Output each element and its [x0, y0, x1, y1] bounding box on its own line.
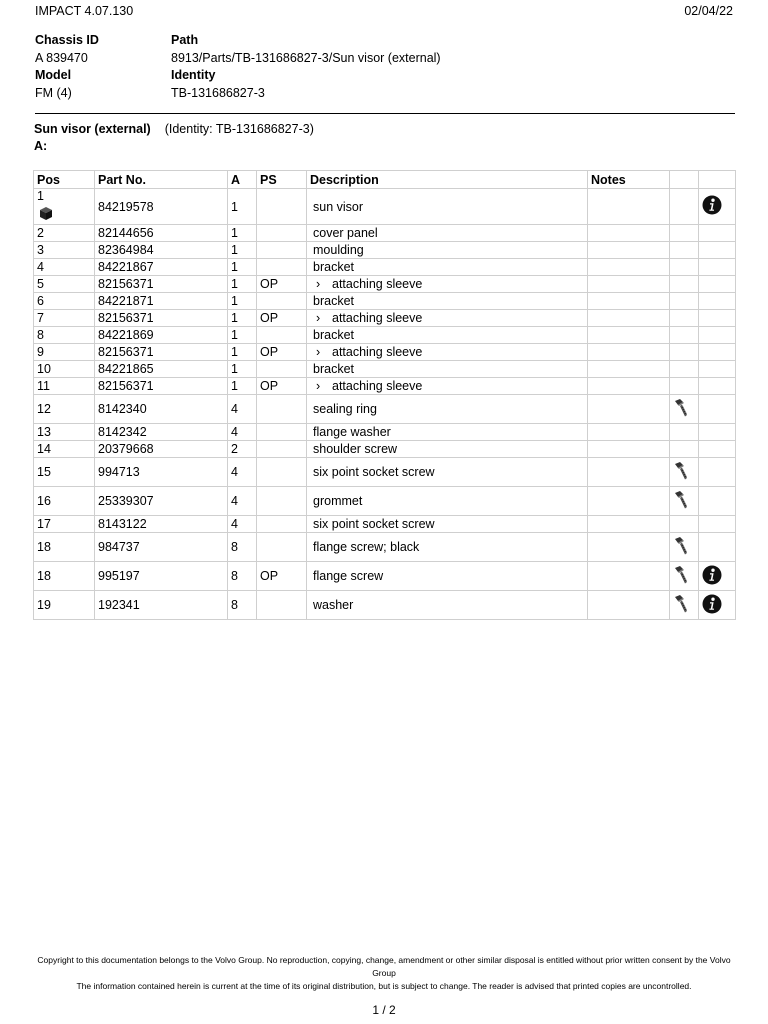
info-cell — [699, 441, 736, 458]
description-cell — [307, 361, 588, 378]
info-cell — [699, 242, 736, 259]
info-cell — [699, 516, 736, 533]
pos-value: 15 — [37, 465, 51, 479]
description-cell — [307, 327, 588, 344]
part-number-cell[interactable]: 82156371 — [95, 310, 228, 327]
table-row — [34, 591, 736, 620]
ps-cell — [257, 327, 307, 344]
ps-cell — [257, 361, 307, 378]
col-pos: Pos — [34, 171, 95, 189]
chassis-value: A 839470 — [35, 50, 88, 65]
info-cell — [699, 487, 736, 516]
pos-value: 1 — [37, 189, 44, 203]
sub-item-arrow-icon: › — [316, 345, 321, 359]
info-cell — [699, 189, 736, 225]
info-icon[interactable] — [702, 565, 722, 588]
identity-value: TB-131686827-3 — [171, 85, 265, 100]
pos-cell — [34, 591, 95, 620]
quantity-cell: 8 — [228, 533, 257, 562]
part-number-cell[interactable]: 8142342 — [95, 424, 228, 441]
quantity-cell: 1 — [228, 189, 257, 225]
pos-cell — [34, 378, 95, 395]
screw-icon[interactable] — [673, 490, 689, 513]
part-number-cell[interactable]: 994713 — [95, 458, 228, 487]
info-cell — [699, 225, 736, 242]
description-text: attaching sleeve — [332, 345, 423, 359]
image-cell — [670, 458, 699, 487]
ps-cell — [257, 487, 307, 516]
description-cell — [307, 533, 588, 562]
notes-cell — [588, 441, 670, 458]
description-text: attaching sleeve — [332, 277, 423, 291]
info-cell — [699, 458, 736, 487]
ps-cell — [257, 591, 307, 620]
screw-icon[interactable] — [673, 594, 689, 617]
description-cell — [307, 562, 588, 591]
notes-cell — [588, 591, 670, 620]
notes-cell — [588, 344, 670, 361]
path-label: Path — [171, 33, 199, 47]
quantity-cell: 1 — [228, 293, 257, 310]
description-text: attaching sleeve — [332, 311, 423, 325]
quantity-cell: 1 — [228, 327, 257, 344]
quantity-cell: 4 — [228, 458, 257, 487]
pos-cell — [34, 361, 95, 378]
disclaimer-text: The information contained herein is current at the time of its original distribution, but is subject to change. The reader is advised that printed copies are uncontrolled. — [76, 981, 692, 991]
pos-value: 9 — [37, 345, 44, 359]
table-row — [34, 189, 736, 225]
image-cell — [670, 424, 699, 441]
description-cell — [307, 293, 588, 310]
part-number-cell[interactable]: 84221865 — [95, 361, 228, 378]
pos-cell — [34, 225, 95, 242]
table-row — [34, 395, 736, 424]
vehicle-meta — [35, 32, 735, 102]
description-cell — [307, 591, 588, 620]
description-cell — [307, 424, 588, 441]
col-part-no: Part No. — [95, 171, 228, 189]
part-number-cell[interactable]: 82156371 — [95, 276, 228, 293]
pos-cell — [34, 259, 95, 276]
identity-label: Identity — [171, 68, 216, 82]
description-text: flange screw; black — [313, 540, 420, 554]
info-icon[interactable] — [702, 594, 722, 617]
pos-value: 8 — [37, 328, 44, 342]
pos-value: 11 — [37, 379, 50, 393]
description-cell — [307, 378, 588, 395]
info-cell — [699, 395, 736, 424]
image-cell — [670, 487, 699, 516]
sub-item-arrow-icon: › — [316, 277, 321, 291]
col-a: A — [228, 171, 257, 189]
notes-cell — [588, 395, 670, 424]
description-cell — [307, 276, 588, 293]
print-date: 02/04/22 — [684, 4, 733, 18]
ps-cell — [257, 225, 307, 242]
part-number-cell[interactable]: 84219578 — [95, 189, 228, 225]
pos-cell — [34, 562, 95, 591]
ps-cell: OP — [257, 378, 307, 395]
image-cell — [670, 361, 699, 378]
quantity-cell: 1 — [228, 225, 257, 242]
model-value: FM (4) — [35, 85, 72, 100]
part-number-cell[interactable]: 82144656 — [95, 225, 228, 242]
page-number: 1 / 2 — [372, 1003, 396, 1017]
col-notes: Notes — [588, 171, 670, 189]
table-row — [34, 344, 736, 361]
notes-cell — [588, 310, 670, 327]
copyright-text: Copyright to this documentation belongs to the Volvo Group. No reproduction, copying, change, amendment or other similar disposal is entitled without prior written consent by the Volvo Group — [37, 955, 731, 978]
section-title: Sun visor (external) — [34, 122, 151, 136]
part-number-cell[interactable]: 82156371 — [95, 378, 228, 395]
description-text: sealing ring — [313, 402, 377, 416]
table-row — [34, 458, 736, 487]
info-cell — [699, 276, 736, 293]
image-cell — [670, 189, 699, 225]
pos-cell — [34, 344, 95, 361]
section-subtitle: A: — [34, 139, 48, 153]
image-cell — [670, 441, 699, 458]
description-text: bracket — [313, 362, 354, 376]
image-cell — [670, 344, 699, 361]
pos-value: 7 — [37, 311, 44, 325]
pos-value: 14 — [37, 442, 51, 456]
image-cell — [670, 310, 699, 327]
table-row — [34, 242, 736, 259]
pos-value: 6 — [37, 294, 44, 308]
part-number-cell[interactable]: 192341 — [95, 591, 228, 620]
table-row — [34, 424, 736, 441]
info-cell — [699, 344, 736, 361]
info-cell — [699, 533, 736, 562]
description-cell — [307, 189, 588, 225]
pos-cell — [34, 310, 95, 327]
app-version: IMPACT 4.07.130 — [35, 4, 134, 18]
info-cell — [699, 361, 736, 378]
description-text: bracket — [313, 260, 354, 274]
description-text: grommet — [313, 494, 363, 508]
model-label: Model — [35, 68, 72, 82]
table-row — [34, 310, 736, 327]
part-number-cell[interactable]: 984737 — [95, 533, 228, 562]
notes-cell — [588, 487, 670, 516]
description-text: flange screw — [313, 569, 384, 583]
description-text: bracket — [313, 294, 354, 308]
pos-value: 18 — [37, 569, 51, 583]
description-text: washer — [313, 598, 354, 612]
image-cell — [670, 395, 699, 424]
ps-cell — [257, 458, 307, 487]
notes-cell — [588, 276, 670, 293]
info-cell — [699, 327, 736, 344]
quantity-cell: 1 — [228, 378, 257, 395]
quantity-cell: 2 — [228, 441, 257, 458]
pos-value: 19 — [37, 598, 51, 612]
table-row — [34, 378, 736, 395]
table-row — [34, 516, 736, 533]
quantity-cell: 1 — [228, 242, 257, 259]
pos-cell — [34, 424, 95, 441]
pos-cell — [34, 242, 95, 259]
info-cell — [699, 293, 736, 310]
divider — [35, 113, 735, 114]
pos-cell — [34, 487, 95, 516]
notes-cell — [588, 327, 670, 344]
pos-value: 13 — [37, 425, 51, 439]
quantity-cell: 1 — [228, 344, 257, 361]
pos-value: 4 — [37, 260, 44, 274]
table-row — [34, 259, 736, 276]
table-row — [34, 487, 736, 516]
quantity-cell: 1 — [228, 310, 257, 327]
quantity-cell: 1 — [228, 259, 257, 276]
table-row — [34, 361, 736, 378]
description-text: attaching sleeve — [332, 379, 423, 393]
ps-cell: OP — [257, 310, 307, 327]
pos-cell — [34, 276, 95, 293]
pos-cell — [34, 441, 95, 458]
notes-cell — [588, 293, 670, 310]
image-cell — [670, 276, 699, 293]
info-cell — [699, 591, 736, 620]
image-cell — [670, 533, 699, 562]
notes-cell — [588, 533, 670, 562]
description-cell — [307, 441, 588, 458]
quantity-cell: 8 — [228, 562, 257, 591]
notes-cell — [588, 516, 670, 533]
part-number-cell[interactable]: 8143122 — [95, 516, 228, 533]
footer — [30, 954, 738, 993]
col-image — [670, 171, 699, 189]
path-value: 8913/Parts/TB-131686827-3/Sun visor (external) — [171, 50, 441, 65]
table-header-row — [34, 171, 736, 189]
part-number-cell[interactable]: 8142340 — [95, 395, 228, 424]
description-text: six point socket screw — [313, 517, 435, 531]
table-row — [34, 276, 736, 293]
section-header — [34, 121, 314, 155]
pos-value: 5 — [37, 277, 44, 291]
image-cell — [670, 327, 699, 344]
description-text: cover panel — [313, 226, 378, 240]
part-number-cell[interactable]: 25339307 — [95, 487, 228, 516]
info-cell — [699, 259, 736, 276]
image-cell — [670, 562, 699, 591]
image-cell — [670, 293, 699, 310]
part-number-cell[interactable]: 84221867 — [95, 259, 228, 276]
ps-cell: OP — [257, 562, 307, 591]
ps-cell: OP — [257, 344, 307, 361]
ps-cell: OP — [257, 276, 307, 293]
ps-cell — [257, 242, 307, 259]
screw-icon[interactable] — [673, 398, 689, 421]
part-icon — [37, 205, 91, 224]
notes-cell — [588, 378, 670, 395]
image-cell — [670, 378, 699, 395]
quantity-cell: 4 — [228, 395, 257, 424]
ps-cell — [257, 259, 307, 276]
part-number-cell[interactable]: 84221869 — [95, 327, 228, 344]
notes-cell — [588, 242, 670, 259]
chassis-label: Chassis ID — [35, 33, 99, 47]
pos-cell — [34, 327, 95, 344]
info-cell — [699, 378, 736, 395]
description-text: shoulder screw — [313, 442, 398, 456]
part-number-cell[interactable]: 20379668 — [95, 441, 228, 458]
part-number-cell[interactable]: 995197 — [95, 562, 228, 591]
part-number-cell[interactable]: 82156371 — [95, 344, 228, 361]
quantity-cell: 4 — [228, 424, 257, 441]
description-cell — [307, 310, 588, 327]
table-row — [34, 533, 736, 562]
ps-cell — [257, 189, 307, 225]
info-cell — [699, 310, 736, 327]
pos-cell — [34, 533, 95, 562]
image-cell — [670, 516, 699, 533]
image-cell — [670, 225, 699, 242]
image-cell — [670, 259, 699, 276]
notes-cell — [588, 189, 670, 225]
table-row — [34, 225, 736, 242]
col-description: Description — [307, 171, 588, 189]
screw-icon[interactable] — [673, 461, 689, 484]
table-row — [34, 327, 736, 344]
quantity-cell: 4 — [228, 516, 257, 533]
screw-icon[interactable] — [673, 565, 689, 588]
quantity-cell: 8 — [228, 591, 257, 620]
description-text: six point socket screw — [313, 465, 435, 479]
pos-value: 12 — [37, 402, 51, 416]
pos-cell — [34, 395, 95, 424]
col-info — [699, 171, 736, 189]
ps-cell — [257, 395, 307, 424]
description-cell — [307, 259, 588, 276]
description-text: bracket — [313, 328, 354, 342]
part-number-cell[interactable]: 84221871 — [95, 293, 228, 310]
ps-cell — [257, 424, 307, 441]
pos-cell — [34, 458, 95, 487]
description-cell — [307, 344, 588, 361]
pos-value: 10 — [37, 362, 51, 376]
description-cell — [307, 395, 588, 424]
table-row — [34, 293, 736, 310]
table-row — [34, 562, 736, 591]
info-cell — [699, 562, 736, 591]
ps-cell — [257, 516, 307, 533]
description-cell — [307, 225, 588, 242]
pos-value: 3 — [37, 243, 44, 257]
info-cell — [699, 424, 736, 441]
pos-cell — [34, 293, 95, 310]
notes-cell — [588, 458, 670, 487]
notes-cell — [588, 361, 670, 378]
pos-value: 16 — [37, 494, 51, 508]
ps-cell — [257, 533, 307, 562]
notes-cell — [588, 225, 670, 242]
part-number-cell[interactable]: 82364984 — [95, 242, 228, 259]
description-cell — [307, 516, 588, 533]
image-cell — [670, 591, 699, 620]
pos-cell — [34, 189, 95, 225]
notes-cell — [588, 259, 670, 276]
description-text: moulding — [313, 243, 364, 257]
pos-value: 17 — [37, 517, 51, 531]
screw-icon[interactable] — [673, 536, 689, 559]
quantity-cell: 4 — [228, 487, 257, 516]
description-cell — [307, 458, 588, 487]
info-icon[interactable] — [702, 195, 722, 218]
col-ps: PS — [257, 171, 307, 189]
notes-cell — [588, 562, 670, 591]
quantity-cell: 1 — [228, 276, 257, 293]
description-cell — [307, 487, 588, 516]
parts-table — [33, 170, 736, 620]
notes-cell — [588, 424, 670, 441]
pos-cell — [34, 516, 95, 533]
image-cell — [670, 242, 699, 259]
description-cell — [307, 242, 588, 259]
quantity-cell: 1 — [228, 361, 257, 378]
sub-item-arrow-icon: › — [316, 379, 321, 393]
ps-cell — [257, 441, 307, 458]
sub-item-arrow-icon: › — [316, 311, 321, 325]
pos-value: 2 — [37, 226, 44, 240]
description-text: sun visor — [313, 199, 364, 214]
pos-value: 18 — [37, 540, 51, 554]
description-text: flange washer — [313, 425, 391, 439]
section-identity: (Identity: TB-131686827-3) — [164, 122, 314, 136]
table-row — [34, 441, 736, 458]
ps-cell — [257, 293, 307, 310]
